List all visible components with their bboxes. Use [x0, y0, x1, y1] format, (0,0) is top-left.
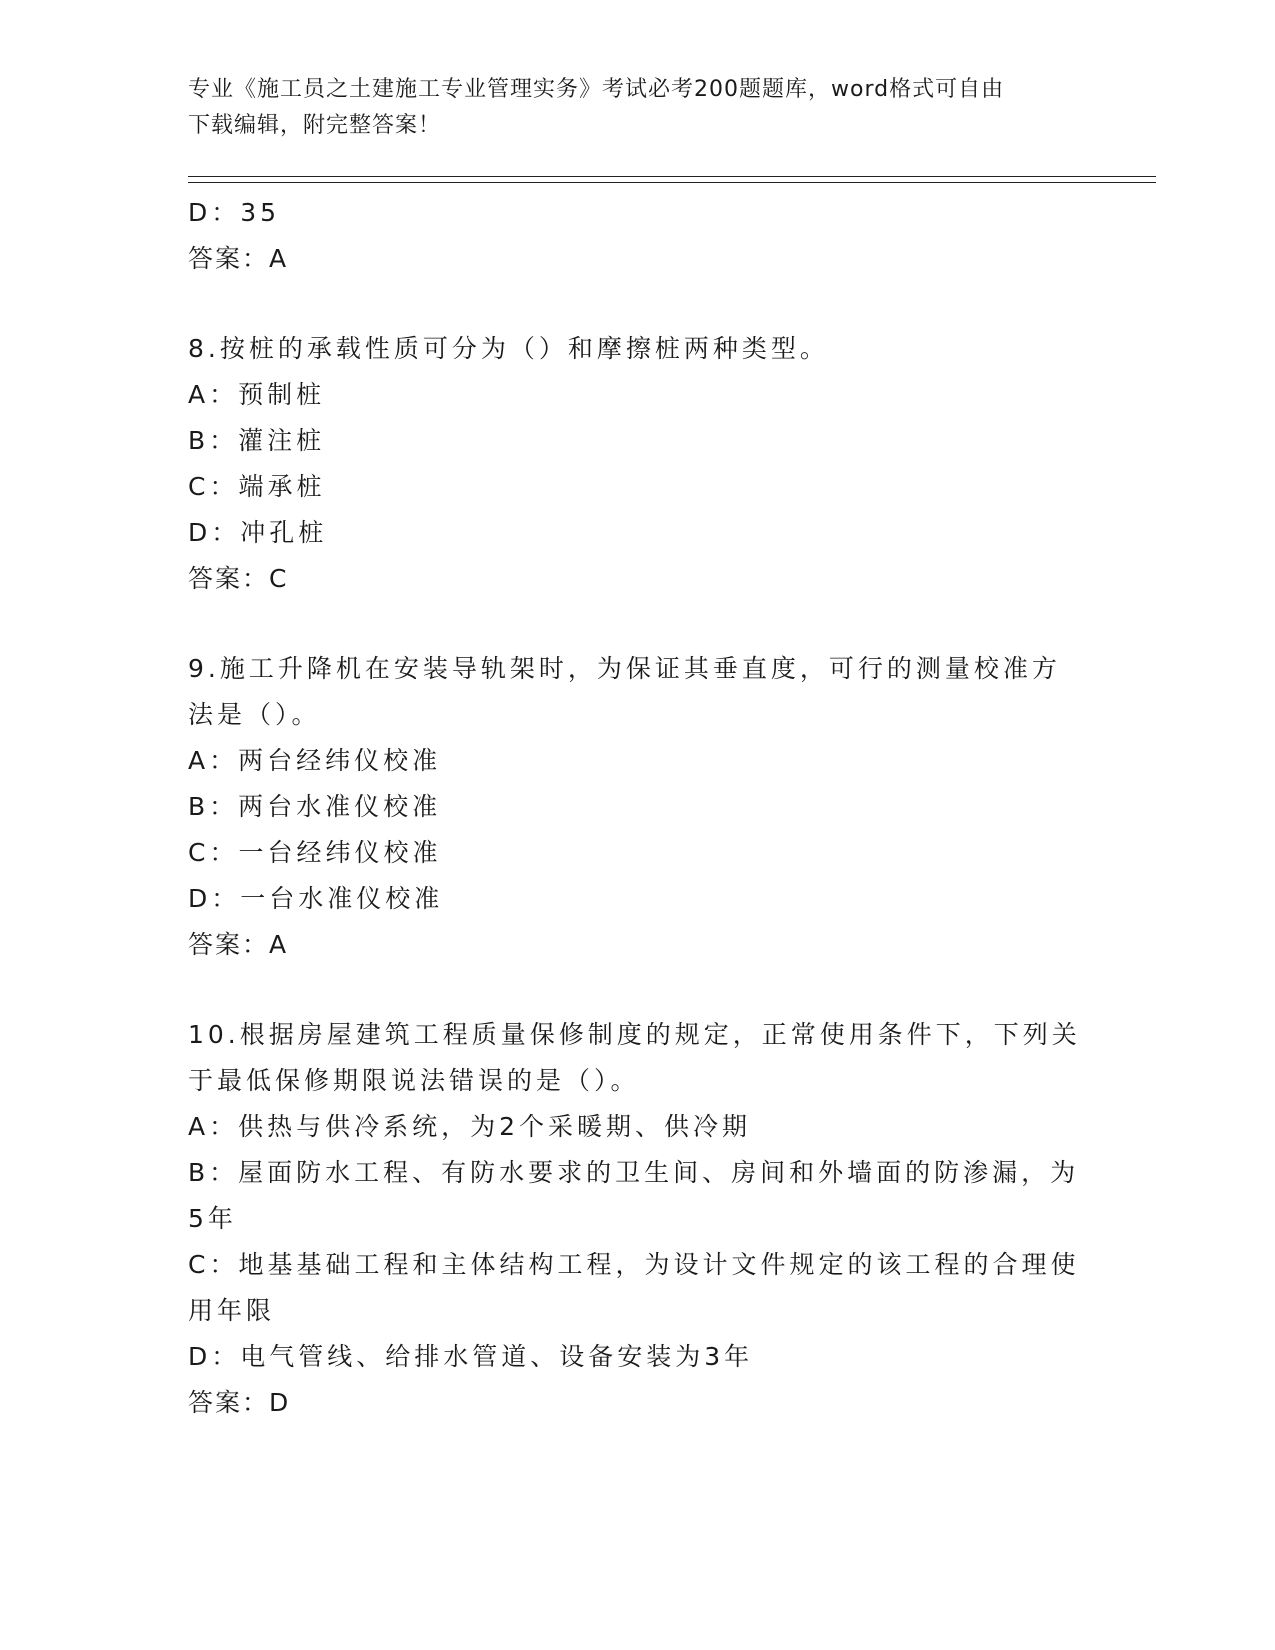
question-text: 8.按桩的承载性质可分为（）和摩擦桩两种类型。	[188, 334, 829, 363]
previous-question-tail	[188, 190, 1088, 282]
answer: 答案：A	[188, 244, 289, 273]
header-line-2: 下载编辑，附完整答案！	[188, 113, 442, 138]
question-10	[188, 1012, 1088, 1426]
document-body	[188, 190, 1088, 1426]
option-d: D：电气管线、给排水管道、设备安装为3年	[188, 1342, 754, 1371]
question-text-line-2: 于最低保修期限说法错误的是（）。	[188, 1066, 640, 1095]
option-d: D：冲孔桩	[188, 518, 328, 547]
document-header	[188, 72, 1068, 144]
option-b: B：灌注桩	[188, 426, 326, 455]
answer: 答案：A	[188, 930, 289, 959]
option-b: B：两台水准仪校准	[188, 792, 442, 821]
option-d: D：一台水准仪校准	[188, 884, 444, 913]
option-c-line-1: C：地基基础工程和主体结构工程，为设计文件规定的该工程的合理使	[188, 1250, 1080, 1279]
option-a: A：预制桩	[188, 380, 326, 409]
question-8	[188, 326, 1088, 602]
option-b-line-1: B：屋面防水工程、有防水要求的卫生间、房间和外墙面的防渗漏，为	[188, 1158, 1080, 1187]
question-text-line-2: 法是（）。	[188, 700, 321, 729]
option-a: A：供热与供冷系统，为2个采暖期、供冷期	[188, 1112, 752, 1141]
answer: 答案：D	[188, 1388, 291, 1417]
option-c: C：端承桩	[188, 472, 326, 501]
header-line-1: 专业《施工员之土建施工专业管理实务》考试必考200题题库，word格式可自由	[188, 77, 1005, 102]
header-rule-bottom	[188, 182, 1156, 183]
option-c: C：一台经纬仪校准	[188, 838, 442, 867]
question-9	[188, 646, 1088, 968]
answer: 答案：C	[188, 564, 289, 593]
option-a: A：两台经纬仪校准	[188, 746, 442, 775]
header-rule-top	[188, 176, 1156, 177]
question-text-line-1: 9.施工升降机在安装导轨架时，为保证其垂直度，可行的测量校准方	[188, 654, 1061, 683]
question-text-line-1: 10.根据房屋建筑工程质量保修制度的规定，正常使用条件下，下列关	[188, 1020, 1081, 1049]
option-b-line-2: 5年	[188, 1204, 237, 1233]
option-d: D：35	[188, 198, 281, 227]
option-c-line-2: 用年限	[188, 1296, 276, 1325]
